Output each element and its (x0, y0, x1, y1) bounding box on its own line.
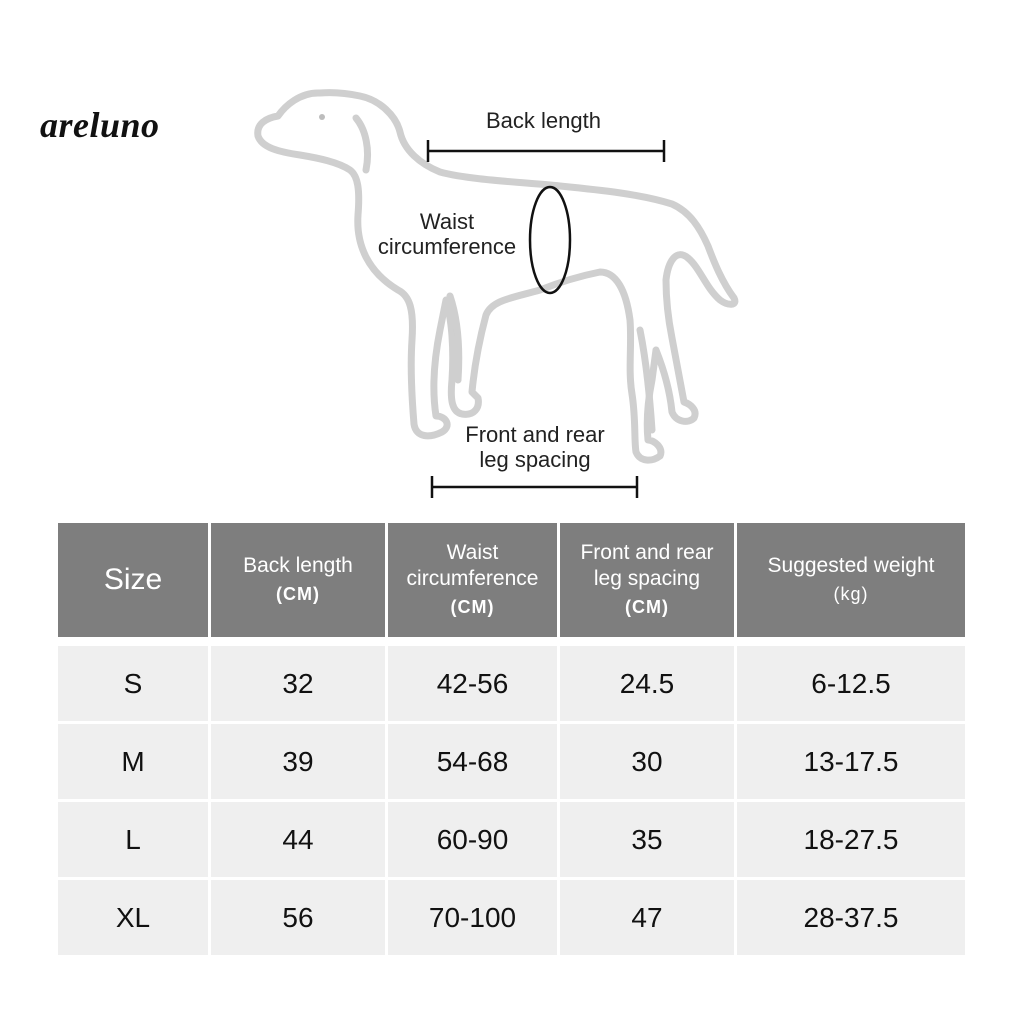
back-length-label: Back length (486, 108, 601, 133)
back-length-marker (428, 140, 664, 162)
cell-back-length: 32 (211, 646, 388, 724)
cell-back-length: 56 (211, 880, 388, 958)
header-size (58, 523, 211, 637)
cell-leg-spacing: 47 (560, 880, 737, 958)
waist-label (372, 209, 522, 259)
header-leg-spacing (560, 523, 737, 637)
header-back-length (211, 523, 388, 637)
header-back-length-label: Back length (243, 554, 353, 577)
header-leg-unit: (CM) (625, 597, 669, 617)
dog-eye (319, 114, 325, 120)
header-size-label: Size (103, 563, 163, 596)
cell-waist: 70-100 (388, 880, 560, 958)
cell-leg-spacing: 24.5 (560, 646, 737, 724)
cell-waist: 60-90 (388, 802, 560, 880)
header-waist-unit: (CM) (450, 597, 495, 617)
table-row (58, 880, 965, 958)
leg-spacing-label (455, 422, 615, 472)
cell-back-length: 44 (211, 802, 388, 880)
leg-spacing-label-line1: Front and rear (465, 422, 605, 447)
cell-waist: 54-68 (388, 724, 560, 802)
header-leg-line2: leg spacing (593, 567, 701, 590)
cell-weight: 6-12.5 (737, 646, 965, 724)
cell-back-length: 39 (211, 724, 388, 802)
size-chart-table (58, 523, 965, 958)
brand-logo: areluno (40, 105, 160, 145)
header-weight-label: Suggested weight (767, 554, 935, 577)
cell-size: XL (58, 880, 211, 958)
cell-size: M (58, 724, 211, 802)
table-row (58, 646, 965, 724)
leg-spacing-label-line2: leg spacing (479, 447, 591, 472)
cell-leg-spacing: 30 (560, 724, 737, 802)
cell-size: S (58, 646, 211, 724)
cell-waist: 42-56 (388, 646, 560, 724)
waist-label-line1: Waist (419, 209, 475, 234)
header-waist-line2: circumference (406, 567, 539, 590)
header-waist-line1: Waist (446, 541, 499, 564)
cell-weight: 18-27.5 (737, 802, 965, 880)
table-row (58, 802, 965, 880)
cell-weight: 13-17.5 (737, 724, 965, 802)
header-back-length-unit: (CM) (276, 584, 320, 604)
waist-label-line2: circumference (377, 234, 517, 259)
leg-spacing-marker (432, 476, 637, 498)
cell-leg-spacing: 35 (560, 802, 737, 880)
header-waist (388, 523, 560, 637)
cell-weight: 28-37.5 (737, 880, 965, 958)
header-weight-unit: (kg) (833, 584, 869, 604)
cell-size: L (58, 802, 211, 880)
table-header-row (58, 523, 965, 637)
table-row (58, 724, 965, 802)
header-suggested-weight (737, 523, 965, 637)
waist-marker (530, 187, 570, 293)
header-leg-line1: Front and rear (580, 541, 714, 564)
